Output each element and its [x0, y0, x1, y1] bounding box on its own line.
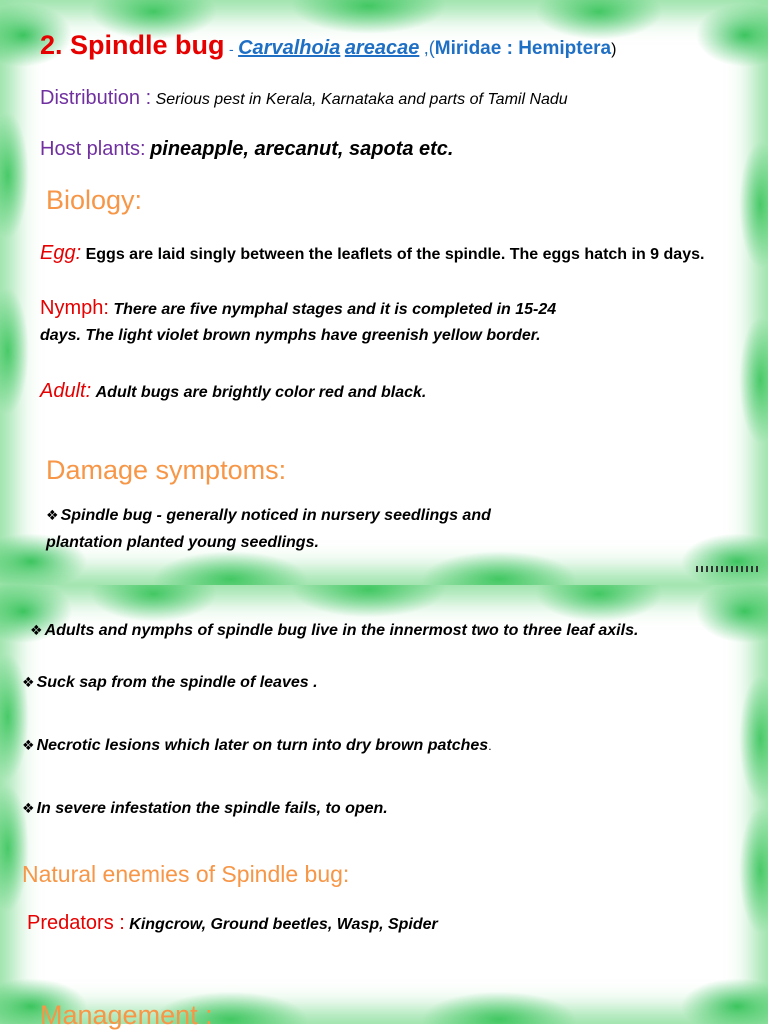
damage-item-1-line2: plantation planted young seedlings. — [46, 534, 319, 551]
bullet-icon: ❖ — [22, 800, 35, 816]
bullet-icon: ❖ — [22, 674, 35, 690]
egg-label: Egg: — [40, 242, 82, 264]
bullet-icon: ❖ — [22, 737, 35, 753]
damage-item-1-text: Spindle bug - generally noticed in nursery seedlings and — [60, 507, 491, 524]
nymph-text-line2: days. The light violet brown nymphs have greenish yellow border. — [40, 327, 541, 344]
distribution-text: Serious pest in Kerala, Karnataka and parts of Tamil Nadu — [155, 91, 568, 108]
title-comma-paren: ,( — [423, 38, 435, 58]
damage-item-4 — [22, 737, 492, 755]
egg-text: Eggs are laid singly between the leaflets of the spindle. The eggs hatch in 9 days. — [85, 246, 705, 263]
title-genus: Carvalhoia — [238, 37, 341, 59]
title-dash: - — [228, 41, 234, 57]
distribution-label: Distribution : — [40, 87, 152, 109]
nymph-text-line1: There are five nymphal stages and it is completed in 15-24 — [113, 301, 557, 318]
title-close: ) — [611, 41, 617, 58]
bullet-icon: ❖ — [46, 507, 59, 523]
natural-enemies-heading: Natural enemies of Spindle bug: — [22, 861, 350, 887]
host-plants-text: pineapple, arecanut, sapota etc. — [150, 138, 454, 160]
predators-label: Predators : — [27, 912, 125, 934]
nymph-label: Nymph: — [40, 297, 109, 319]
damage-item-3-text: Suck sap from the spindle of leaves . — [36, 674, 318, 691]
title-family: Miridae : Hemiptera — [434, 38, 612, 59]
egg-paragraph — [40, 241, 755, 267]
adult-label: Adult: — [40, 380, 92, 402]
ink-smudge — [696, 566, 758, 572]
damage-item-5 — [22, 800, 388, 818]
title-species: areacae — [344, 37, 420, 59]
damage-item-3 — [22, 674, 318, 692]
damage-item-4-text: Necrotic lesions which later on turn into dry brown patches — [36, 737, 489, 754]
management-heading: Management : — [40, 1000, 213, 1030]
adult-line — [40, 380, 426, 403]
damage-item-5-text: In severe infestation the spindle fails, to open. — [36, 800, 388, 817]
bullet-icon: ❖ — [30, 622, 43, 638]
damage-item-2-text: Adults and nymphs of spindle bug live in the innermost two to three leaf axils. — [44, 622, 639, 639]
host-plants-line — [40, 138, 454, 161]
nymph-line1 — [40, 297, 556, 320]
damage-heading: Damage symptoms: — [46, 455, 287, 485]
host-plants-label: Host plants: — [40, 138, 146, 160]
damage-item-2 — [30, 622, 638, 640]
page-title — [40, 30, 616, 61]
damage-item-4-period: . — [488, 739, 492, 753]
adult-text: Adult bugs are brightly color red and black. — [95, 384, 427, 401]
title-number: 2. Spindle bug — [40, 30, 225, 60]
biology-heading: Biology: — [46, 185, 143, 215]
predators-text: Kingcrow, Ground beetles, Wasp, Spider — [129, 916, 438, 933]
distribution-line — [40, 87, 568, 110]
predators-line — [27, 912, 438, 935]
damage-item-1-line1 — [46, 507, 491, 525]
